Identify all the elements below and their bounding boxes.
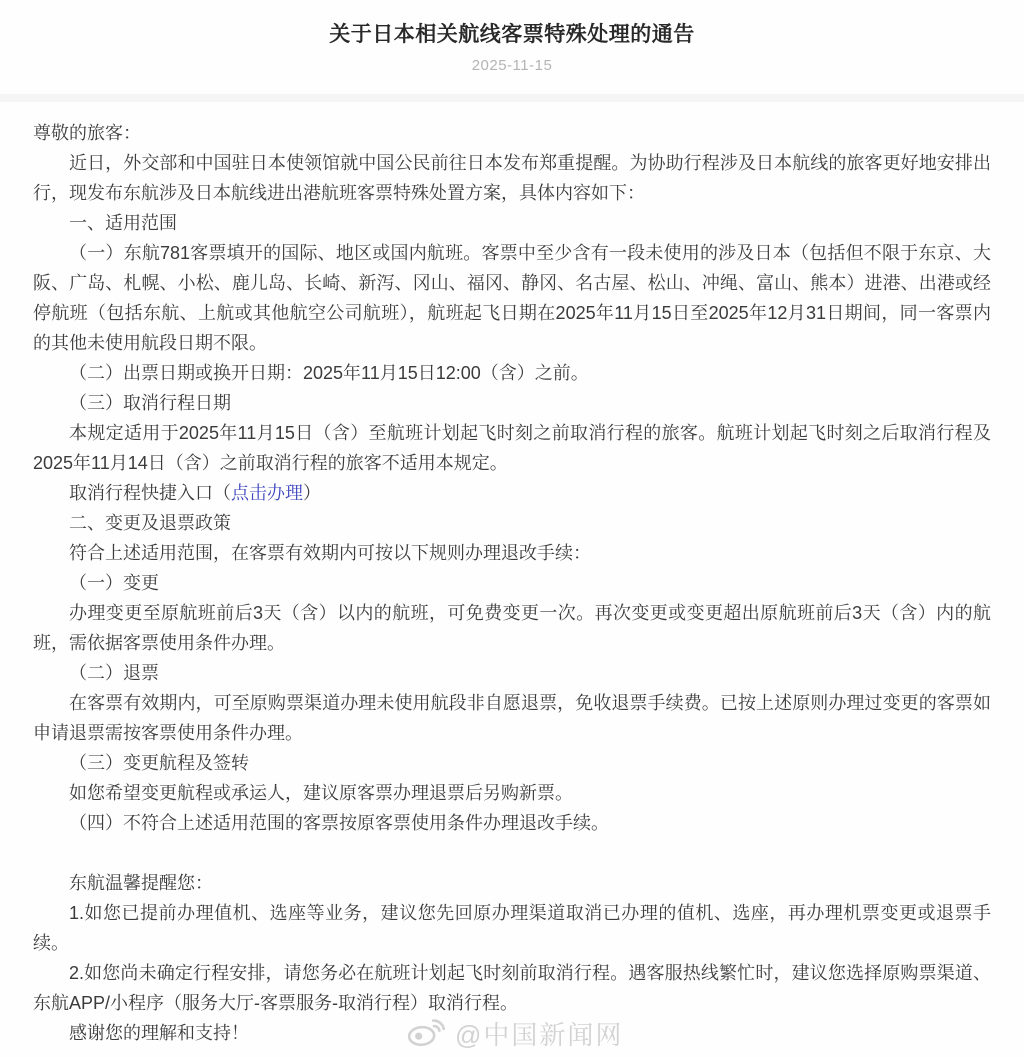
reminder-heading: 东航温馨提醒您： [69, 873, 213, 893]
reminder-item1: 1.如您已提前办理值机、选座等业务，建议您先回原办理渠道取消已办理的值机、选座，再办理机票变更或退票手续。 [33, 903, 991, 953]
closing-thanks: 感谢您的理解和支持！ [69, 1023, 249, 1043]
header-divider [0, 94, 1024, 102]
salutation: 尊敬的旅客： [33, 123, 141, 143]
section1-item3-heading: （三）取消行程日期 [69, 393, 231, 413]
shortcut-prefix: 取消行程快捷入口（ [69, 483, 231, 503]
section1-item2: （二）出票日期或换开日期：2025年11月15日12:00（含）之前。 [69, 363, 589, 383]
section2-item3-body: 如您希望变更航程或承运人，建议原客票办理退票后另购新票。 [69, 783, 573, 803]
section1-item3-body: 本规定适用于2025年11月15日（含）至航班计划起飞时刻之前取消行程的旅客。航班计划起飞时刻之后取消行程及2025年11月14日（含）之前取消行程的旅客不适用本规定。 [33, 423, 991, 473]
intro-paragraph: 近日，外交部和中国驻日本使领馆就中国公民前往日本发布郑重提醒。为协助行程涉及日本航线的旅客更好地安排出行，现发布东航涉及日本航线进出港航班客票特殊处置方案，具体内容如下： [33, 153, 991, 203]
section2-item1-heading: （一）变更 [69, 573, 159, 593]
reminder-item2: 2.如您尚未确定行程安排，请您务必在航班计划起飞时刻前取消行程。遇客服热线繁忙时，建议您选择原购票渠道、东航APP/小程序（服务大厅-客票服务-取消行程）取消行程。 [33, 963, 991, 1013]
shortcut-suffix: ） [303, 483, 321, 503]
cancel-itinerary-link[interactable]: 点击办理 [231, 483, 303, 503]
section2-item2-heading: （二）退票 [69, 663, 159, 683]
blank-line [33, 838, 991, 868]
section1-item1: （一）东航781客票填开的国际、地区或国内航班。客票中至少含有一段未使用的涉及日本（包括但不限于东京、大阪、广岛、札幌、小松、鹿儿岛、长崎、新泻、冈山、福冈、静冈、名古屋、松山、冲绳、富山、熊本）进港、出港或经停航班（包括东航、上航或其他航空公司航班），航班起飞日期在2025年11月15日至2025年12月31日期间，同一客票内的其他未使用航段日期不限。 [33, 243, 991, 353]
section2-item1-body: 办理变更至原航班前后3天（含）以内的航班，可免费变更一次。再次变更或变更超出原航班前后3天（含）内的航班，需依据客票使用条件办理。 [33, 603, 991, 653]
publish-date: 2025-11-15 [471, 57, 553, 74]
watermark-text: @中国新闻网 [455, 1020, 624, 1050]
section2-item4: （四）不符合上述适用范围的客票按原客票使用条件办理退改手续。 [69, 813, 609, 833]
section2-item3-heading: （三）变更航程及签转 [69, 753, 249, 773]
section1-heading: 一、适用范围 [69, 213, 177, 233]
cancel-shortcut-line [33, 478, 991, 508]
notice-header [0, 0, 1024, 74]
section2-intro: 符合上述适用范围，在客票有效期内可按以下规则办理退改手续： [69, 543, 591, 563]
section2-item2-body: 在客票有效期内，可至原购票渠道办理未使用航段非自愿退票，免收退票手续费。已按上述原则办理过变更的客票如申请退票需按客票使用条件办理。 [33, 693, 991, 743]
page-title: 关于日本相关航线客票特殊处理的通告 [329, 23, 695, 46]
notice-body [33, 118, 991, 1048]
section2-heading: 二、变更及退票政策 [69, 513, 231, 533]
